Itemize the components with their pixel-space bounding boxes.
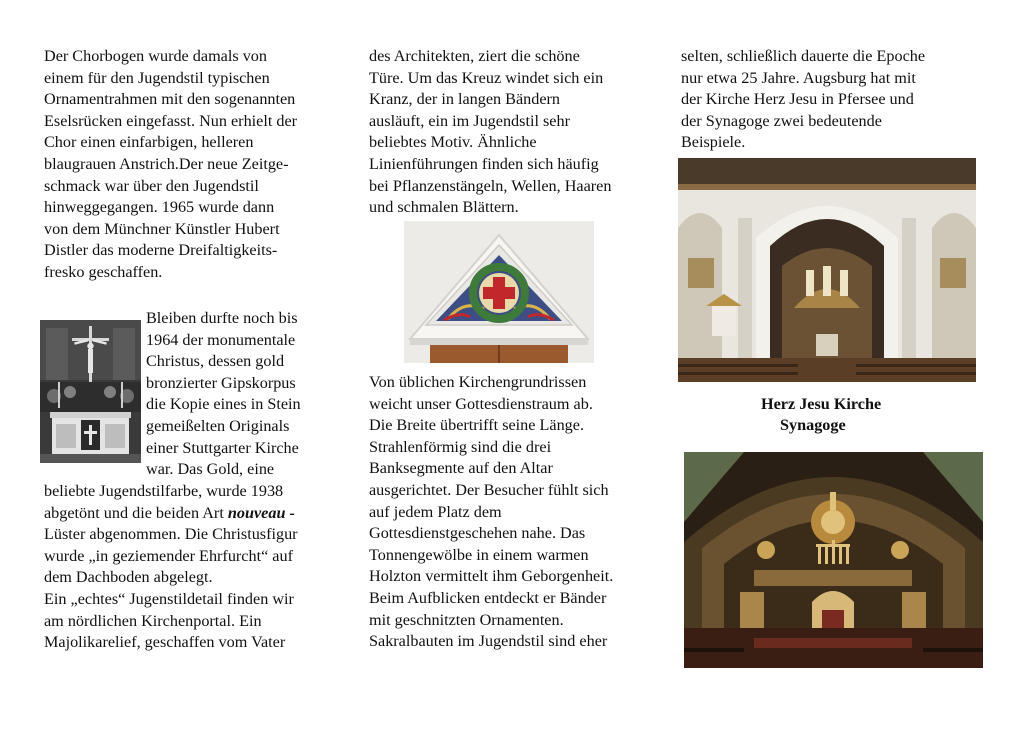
column1-paragraph2-beside-photo — [146, 308, 301, 481]
historic-crucifix-photo — [40, 320, 141, 463]
text-segment: abgetönt und die beiden Art — [44, 503, 228, 522]
text-line: von dem Münchner Künstler Hubert — [44, 219, 280, 238]
text-line: Distler das moderne Dreifaltigkeits- — [44, 241, 278, 260]
text-line: schmack war über den Jugendstil — [44, 176, 259, 195]
text-line: Türe. Um das Kreuz windet sich ein — [369, 68, 604, 87]
text-line: einem für den Jugendstil typischen — [44, 68, 270, 87]
column1-paragraph1 — [44, 46, 297, 284]
text-line: der Kirche Herz Jesu in Pfersee und — [681, 90, 914, 109]
text-line: nur etwa 25 Jahre. Augsburg hat mit — [681, 68, 916, 87]
text-line: fresko geschaffen. — [44, 262, 163, 281]
text-line: Bleiben durfte noch bis — [146, 309, 298, 327]
text-line: blaugrauen Anstrich.Der neue Zeitge- — [44, 154, 289, 173]
text-line-with-emphasis — [44, 503, 298, 525]
text-line: selten, schließlich dauerte die Epoche — [681, 47, 926, 65]
text-line: Strahlenförmig sind die drei — [369, 437, 552, 456]
text-line: dem Dachboden abgelegt. — [44, 568, 213, 587]
text-line: mit geschnitzten Ornamenten. — [369, 610, 564, 629]
text-line: Sakralbauten im Jugendstil sind eher — [369, 632, 608, 651]
text-line: beliebte Jugendstilfarbe, wurde 1938 — [44, 482, 284, 500]
synagogue-photo — [684, 452, 983, 668]
text-line: Linienführungen finden sich häufig — [369, 154, 599, 173]
text-line: Ein „echtes“ Jugenstildetail finden wir — [44, 589, 294, 608]
text-line: bei Pflanzenstängeln, Wellen, Haaren — [369, 176, 612, 195]
text-line: Chor einen einfarbigen, helleren — [44, 133, 254, 152]
caption-synagoge: Synagoge — [780, 416, 846, 434]
text-line: weicht unser Gottesdienstraum ab. — [369, 394, 593, 413]
text-line: beliebtes Motiv. Ähnliche — [369, 133, 537, 152]
text-line: Christus, dessen gold — [146, 352, 285, 371]
text-line: Die Breite übertrifft seine Länge. — [369, 416, 584, 435]
text-line: des Architekten, ziert die schöne — [369, 47, 580, 65]
text-line: 1964 der monumentale — [146, 330, 296, 349]
text-line: ausgerichtet. Der Besucher fühlt sich — [369, 480, 609, 499]
text-line: ausläuft, ein im Jugendstil sehr — [369, 111, 570, 130]
text-line: Tonnengewölbe in einem warmen — [369, 545, 589, 564]
text-line: hinweggegangen. 1965 wurde dann — [44, 198, 275, 217]
text-line: Ornamentrahmen mit den sogenannten — [44, 90, 296, 109]
text-line: Majolikarelief, geschaffen vom Vater — [44, 633, 286, 652]
text-line: war. Das Gold, eine — [146, 460, 275, 479]
text-line: die Kopie eines in Stein — [146, 395, 301, 414]
text-line: Von üblichen Kirchengrundrissen — [369, 373, 587, 391]
column2-paragraph1 — [369, 46, 611, 219]
text-line: gemeißelten Originals — [146, 416, 290, 435]
text-line: Eselsrücken eingefasst. Nun erhielt der — [44, 111, 298, 130]
text-line: Beispiele. — [681, 133, 746, 152]
text-line: und schmalen Blättern. — [369, 198, 519, 217]
text-line: auf jedem Platz dem — [369, 502, 502, 521]
text-line: Gottesdienstgeschehen nahe. Das — [369, 524, 586, 543]
text-line: Kranz, der in langen Bändern — [369, 90, 561, 109]
text-line: Lüster abgenommen. Die Christusfigur — [44, 525, 298, 544]
caption-herz-jesu-kirche: Herz Jesu Kirche — [761, 395, 882, 413]
herz-jesu-church-photo — [678, 158, 976, 382]
emphasis-nouveau: nouveau - — [227, 503, 295, 522]
text-line: bronzierter Gipskorpus — [146, 373, 296, 392]
column2-paragraph2 — [369, 372, 613, 653]
text-line: der Synagoge zwei bedeutende — [681, 111, 882, 130]
text-line: Beim Aufblicken entdeckt er Bänder — [369, 588, 607, 607]
column3-paragraph1 — [681, 46, 925, 154]
text-line: Der Chorbogen wurde damals von — [44, 47, 267, 65]
column1-paragraph2-continued — [44, 481, 298, 654]
text-line: Banksegmente auf den Altar — [369, 459, 553, 478]
majolica-relief-photo — [404, 221, 594, 363]
text-line: einer Stuttgarter Kirche — [146, 438, 299, 457]
text-line: Holzton vermittelt ihm Geborgenheit. — [369, 567, 614, 586]
text-line: wurde „in geziemender Ehrfurcht“ auf — [44, 546, 293, 565]
text-line: am nördlichen Kirchenportal. Ein — [44, 611, 262, 630]
